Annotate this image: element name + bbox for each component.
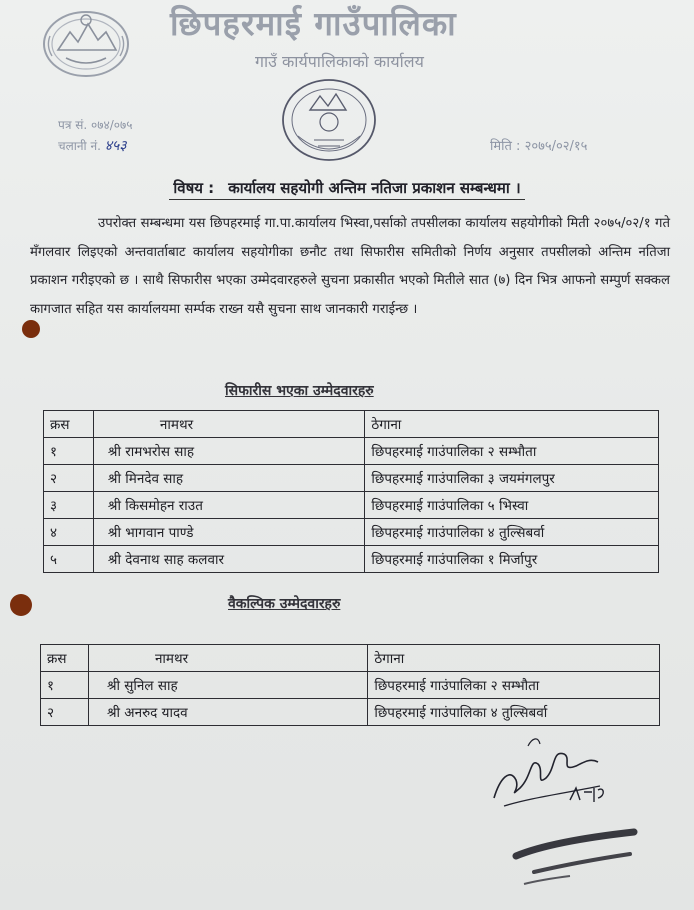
table-header-row xyxy=(41,645,660,672)
address-cell: छिपहरमाई गाउंपालिका ४ तुल्सिबर्वा xyxy=(368,699,660,726)
letter-number-label: पत्र सं. xyxy=(58,118,88,132)
name-cell: श्री रामभरोस साह xyxy=(93,438,364,465)
table-row xyxy=(41,699,660,726)
name-cell: श्री अनरुद यादव xyxy=(88,699,367,726)
address-cell: छिपहरमाई गाउंपालिका २ सम्भौता xyxy=(368,672,660,699)
name-cell: श्री किसमोहन राउत xyxy=(93,492,364,519)
office-name: छिपहरमाई गाउँपालिका xyxy=(170,4,457,43)
subject-label: विषय : xyxy=(173,179,215,197)
letter-number-value: ०७४/०७५ xyxy=(91,118,133,132)
name-cell: श्री देवनाथ साह कलवार xyxy=(93,546,364,573)
column-header: नामथर xyxy=(88,645,367,672)
address-cell: छिपहरमाई गाउंपालिका ३ जयमंगलपुर xyxy=(365,465,659,492)
serial-cell: ३ xyxy=(44,492,94,519)
table-row xyxy=(44,546,659,573)
address-cell: छिपहरमाई गाउंपालिका १ मिर्जापुर xyxy=(365,546,659,573)
serial-cell: १ xyxy=(44,438,94,465)
nepal-emblem-logo xyxy=(40,6,132,78)
date-value: २०७५/०२/१५ xyxy=(524,139,588,154)
serial-cell: ४ xyxy=(44,519,94,546)
address-cell: छिपहरमाई गाउंपालिका ४ तुल्सिबर्वा xyxy=(365,519,659,546)
address-cell: छिपहरमाई गाउंपालिका २ सम्भौता xyxy=(365,438,659,465)
handwritten-signature xyxy=(480,728,630,823)
table-header-row xyxy=(44,411,659,438)
address-cell: छिपहरमाई गाउंपालिका ५ भिस्वा xyxy=(365,492,659,519)
dispatch-number-label: चलानी नं. xyxy=(58,139,101,153)
letter-date xyxy=(490,136,587,154)
column-header: ठेगाना xyxy=(365,411,659,438)
letter-number xyxy=(58,116,133,133)
name-cell: श्री मिनदेव साह xyxy=(93,465,364,492)
recommended-candidates-table xyxy=(43,410,659,573)
punch-hole xyxy=(22,320,40,338)
table-row xyxy=(44,465,659,492)
name-cell: श्री सुनिल साह xyxy=(88,672,367,699)
body-paragraph: उपरोक्त सम्बन्धमा यस छिपहरमाई गा.पा.कार्यालय भिस्वा,पर्साको तपसीलका कार्यालय सहयोगीको मिती २०७५/०२/१ गते मँगलवार लिइएको अन्तवार्ताबाट कार्यालय सहयोगीका छनौट तथा सिफारीस समितीको निर्णय अनुसार तपसीलको अन्तिम नतिजा प्रकाशन गरीइएको छ । साथै सिफारीस भएका उम्मेदवारहरुले सुचना प्रकासीत भएको मितीले सात (७) दिन भित्र आफनो सम्पुर्ण सक्कल कागजात सहित यस कार्यालयमा सर्म्पक राख्न यसै सुचना साथ जानकारी गराईन्छ । xyxy=(30,216,670,317)
column-header: क्रस xyxy=(44,411,94,438)
serial-cell: २ xyxy=(44,465,94,492)
alternate-table-title: वैकल्पिक उम्मेदवारहरु xyxy=(228,596,341,612)
office-seal-stamp xyxy=(270,74,388,170)
subject-line xyxy=(0,178,694,200)
serial-cell: ५ xyxy=(44,546,94,573)
name-cell: श्री भागवान पाण्डे xyxy=(93,519,364,546)
column-header: नामथर xyxy=(93,411,364,438)
punch-hole xyxy=(10,594,32,616)
table-row xyxy=(44,438,659,465)
date-label: मिति : xyxy=(490,139,521,154)
office-subtitle: गाउँ कार्यपालिकाको कार्यालय xyxy=(255,52,424,71)
serial-cell: १ xyxy=(41,672,89,699)
table-row xyxy=(44,492,659,519)
recommended-table-title: सिफारीस भएका उम्मेदवारहरु xyxy=(225,383,374,399)
dispatch-number xyxy=(58,136,127,155)
alternate-candidates-table xyxy=(40,644,660,726)
column-header: ठेगाना xyxy=(368,645,660,672)
official-name-stamp xyxy=(510,826,642,896)
serial-cell: २ xyxy=(41,699,89,726)
subject-text: कार्यालय सहयोगी अन्तिम नतिजा प्रकाशन सम्बन्धमा । xyxy=(228,179,521,197)
table-row xyxy=(41,672,660,699)
table-row xyxy=(44,519,659,546)
dispatch-number-value: ४५३ xyxy=(104,138,127,154)
column-header: क्रस xyxy=(41,645,89,672)
